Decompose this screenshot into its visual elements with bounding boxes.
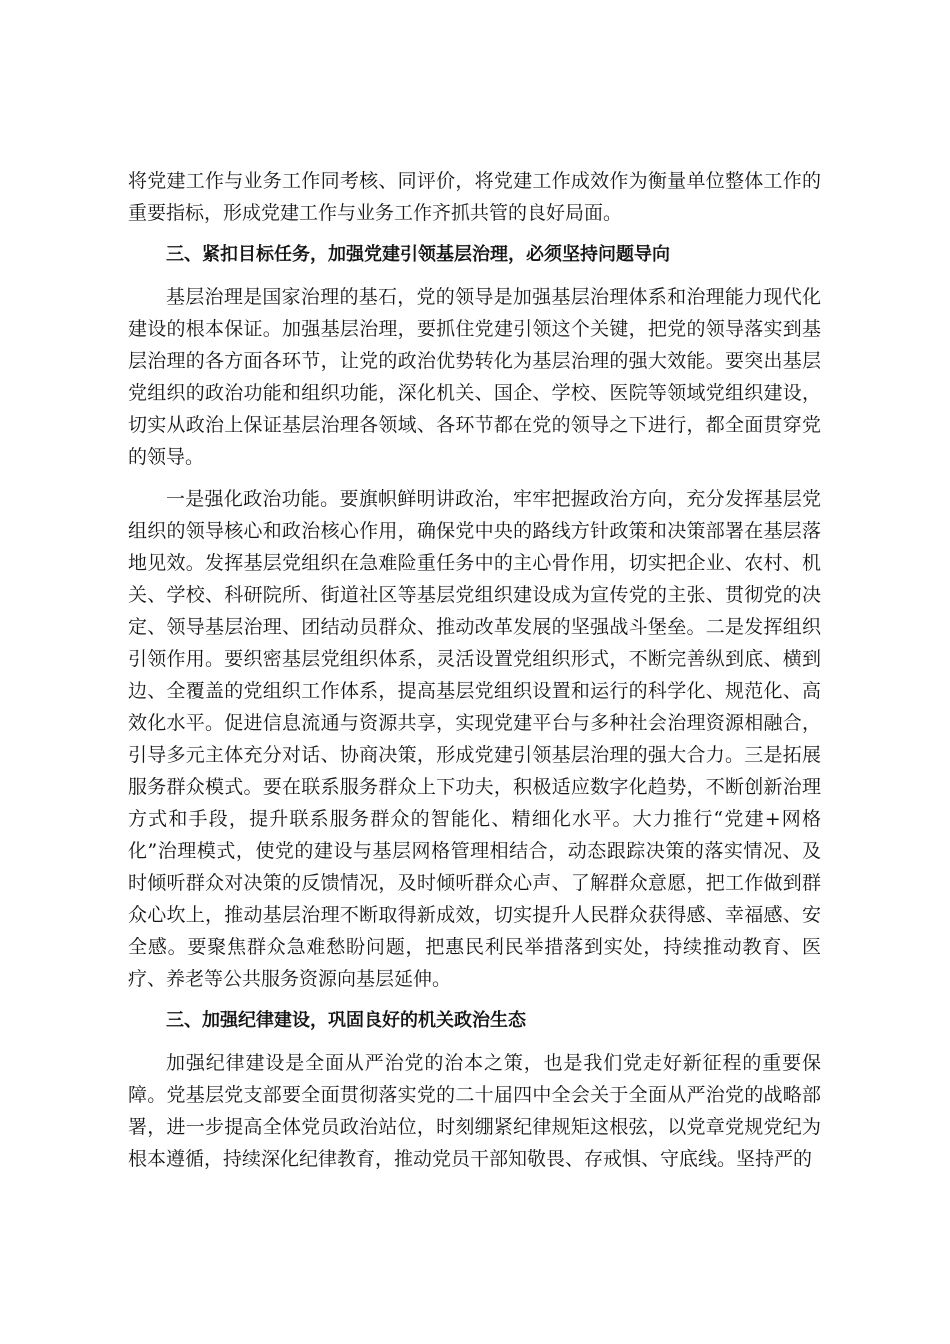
paragraph-discipline: 加强纪律建设是全面从严治党的治本之策，也是我们党走好新征程的重要保障。党基层党支部要全面贯彻落实党的二十届四中全会关于全面从严治党的战略部署，进一步提高全体党员政治站位，时刻绷紧纪律规矩这根弦，以党章党规党纪为根本遵循，持续深化纪律教育，推动党员干部知敬畏、存戒惧、守底线。坚持严的: [128, 1052, 821, 1170]
section-heading-grassroots-governance: 三、紧扣目标任务，加强党建引领基层治理，必须坚持问题导向: [166, 244, 670, 265]
paragraph-continuation: 将党建工作与业务工作同考核、同评价，将党建工作成效作为衡量单位整体工作的重要指标，形成党建工作与业务工作齐抓共管的良好局面。: [128, 170, 821, 224]
paragraph-governance-foundation: 基层治理是国家治理的基石，党的领导是加强基层治理体系和治理能力现代化建设的根本保证。加强基层治理，要抓住党建引领这个关键，把党的领导落实到基层治理的各方面各环节，让党的政治优势转化为基层治理的强大效能。要突出基层党组织的政治功能和组织功能，深化机关、国企、学校、医院等领域党组织建设，切实从政治上保证基层治理各领域、各环节都在党的领导之下进行，都全面贯穿党的领导。: [128, 286, 821, 468]
document-page: [128, 165, 821, 1185]
section-heading-discipline: 三、加强纪律建设，巩固良好的机关政治生态: [166, 1010, 526, 1031]
paragraph-three-functions: 一是强化政治功能。要旗帜鲜明讲政治，牢牢把握政治方向，充分发挥基层党组织的领导核心和政治核心作用，确保党中央的路线方针政策和决策部署在基层落地见效。发挥基层党组织在急难险重任务中的主心骨作用，切实把企业、农村、机关、学校、科研院所、街道社区等基层党组织建设成为宣传党的主张、贯彻党的决定、领导基层治理、团结动员群众、推动改革发展的坚强战斗堡垒。二是发挥组织引领作用。要织密基层党组织体系，灵活设置党组织形式，不断完善纵到底、横到边、全覆盖的党组织工作体系，提高基层党组织设置和运行的科学化、规范化、高效化水平。促进信息流通与资源共享，实现党建平台与多种社会治理资源相融合，引导多元主体充分对话、协商决策，形成党建引领基层治理的强大合力。三是拓展服务群众模式。要在联系服务群众上下功夫，积极适应数字化趋势，不断创新治理方式和手段，提升联系服务群众的智能化、精细化水平。大力推行“党建+网格化”治理模式，使党的建设与基层网格管理相结合，动态跟踪决策的落实情况、及时倾听群众对决策的反馈情况，及时倾听群众心声、了解群众意愿，把工作做到群众心坎上，推动基层治理不断取得新成效，切实提升人民群众获得感、幸福感、安全感。要聚焦群众急难愁盼问题，把惠民利民举措落到实处，持续推动教育、医疗、养老等公共服务资源向基层延伸。: [128, 488, 821, 990]
